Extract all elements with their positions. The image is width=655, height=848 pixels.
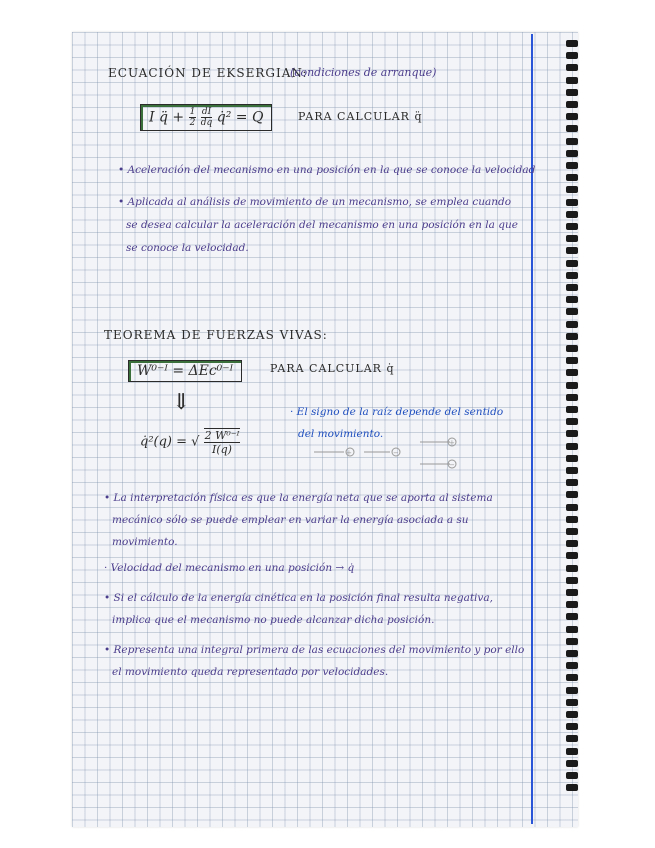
spiral-hole <box>566 150 578 157</box>
spiral-hole <box>566 186 578 193</box>
spiral-hole <box>566 211 578 218</box>
spiral-hole <box>566 284 578 291</box>
spiral-hole <box>566 687 578 694</box>
spiral-hole <box>566 443 578 450</box>
spiral-hole <box>566 382 578 389</box>
spiral-hole <box>566 638 578 645</box>
spiral-hole <box>566 540 578 547</box>
spiral-hole <box>566 772 578 779</box>
spiral-hole <box>566 357 578 364</box>
section1-subtitle: (condiciones de arranque) <box>290 66 437 79</box>
spiral-hole <box>566 333 578 340</box>
spiral-hole <box>566 613 578 620</box>
s2-bullet1-line1: • La interpretación física es que la energía neta que se aporta al sistema <box>104 492 493 504</box>
spiral-hole <box>566 601 578 608</box>
spiral-hole <box>566 345 578 352</box>
spiral-hole <box>566 174 578 181</box>
s2-bullet4-line2: el movimiento queda representado por velocidades. <box>112 666 389 678</box>
spiral-hole <box>566 52 578 59</box>
formula-right: q̇² = Q <box>216 109 264 126</box>
spiral-hole <box>566 650 578 657</box>
spiral-hole <box>566 223 578 230</box>
s2-bullet1-line3: movimiento. <box>112 536 178 548</box>
spiral-hole <box>566 162 578 169</box>
direction-sketch <box>300 432 470 472</box>
spiral-hole <box>566 308 578 315</box>
s2-bullet3-line1: • Si el cálculo de la energía cinética en la posición final resulta negativa, <box>104 592 493 604</box>
spiral-hole <box>566 784 578 791</box>
s1-bullet2-line2: se desea calcular la aceleración del mecanismo en una posición en la que <box>126 219 518 231</box>
result-left: q̇²(q) = √ <box>140 434 200 450</box>
down-arrow-icon: ⇓ <box>172 390 191 415</box>
spiral-hole <box>566 723 578 730</box>
formula-frac-dIdq: $\frac{dI}{dq}$ <box>200 107 213 128</box>
spiral-hole <box>566 321 578 328</box>
spiral-hole <box>566 235 578 242</box>
spiral-hole <box>566 394 578 401</box>
spiral-hole <box>566 89 578 96</box>
s2-bullet2: · Velocidad del mecanismo en una posición → q̇ <box>104 562 355 574</box>
spiral-hole <box>566 626 578 633</box>
result-frac: $\frac{\text{2 W⁰⁻ᴵ}}{I(q)}$ <box>204 429 240 456</box>
section1-title: ECUACIÓN DE EKSERGIAN: <box>108 66 308 80</box>
para-calcular-1: PARA CALCULAR q̈ <box>298 110 423 123</box>
spiral-hole <box>566 711 578 718</box>
sketch-label-2: − <box>393 449 399 457</box>
formula-frac-half: $\frac{1}{2}$ <box>189 107 196 128</box>
spiral-hole <box>566 748 578 755</box>
s1-bullet2-line3: se conoce la velocidad. <box>126 242 249 254</box>
spiral-hole <box>566 528 578 535</box>
spiral-hole <box>566 369 578 376</box>
margin-line <box>531 34 533 824</box>
spiral-binding <box>566 40 584 800</box>
velocity-result <box>140 428 240 456</box>
spiral-hole <box>566 504 578 511</box>
spiral-hole <box>566 699 578 706</box>
spiral-hole <box>566 662 578 669</box>
spiral-hole <box>566 199 578 206</box>
spiral-hole <box>566 479 578 486</box>
sketch-label-4: − <box>449 461 455 469</box>
spiral-hole <box>566 735 578 742</box>
spiral-hole <box>566 260 578 267</box>
s1-bullet1: • Aceleración del mecanismo en una posición en la que se conoce la velocidad <box>118 164 536 176</box>
spiral-hole <box>566 40 578 47</box>
sign-note-line1: · El signo de la raíz depende del sentido <box>290 406 504 418</box>
s2-bullet1-line2: mecánico sólo se puede emplear en variar la energía asociada a su <box>112 514 469 526</box>
spiral-hole <box>566 64 578 71</box>
eksergian-formula <box>140 104 272 131</box>
spiral-hole <box>566 101 578 108</box>
s2-bullet4-line1: • Representa una integral primera de las ecuaciones del movimiento y por ello <box>104 644 525 656</box>
spiral-hole <box>566 272 578 279</box>
sketch-label-1: + <box>346 449 352 457</box>
fuerzas-vivas-formula: W⁰⁻ᴵ = ΔEc⁰⁻ᴵ <box>128 360 242 382</box>
spiral-hole <box>566 674 578 681</box>
spiral-hole <box>566 565 578 572</box>
formula-left: I q̈ + <box>149 109 185 126</box>
spiral-hole <box>566 552 578 559</box>
spiral-hole <box>566 589 578 596</box>
spiral-hole <box>566 516 578 523</box>
spiral-hole <box>566 247 578 254</box>
spiral-hole <box>566 455 578 462</box>
s1-bullet2-line1: • Aplicada al análisis de movimiento de un mecanismo, se emplea cuando <box>118 196 512 208</box>
spiral-hole <box>566 113 578 120</box>
spiral-hole <box>566 406 578 413</box>
spiral-hole <box>566 577 578 584</box>
spiral-hole <box>566 296 578 303</box>
spiral-hole <box>566 467 578 474</box>
spiral-hole <box>566 760 578 767</box>
section2-title: TEOREMA DE FUERZAS VIVAS: <box>104 328 328 342</box>
s2-bullet3-line2: implica que el mecanismo no puede alcanzar dicha posición. <box>112 614 435 626</box>
para-calcular-2: PARA CALCULAR q̇ <box>270 362 395 375</box>
spiral-hole <box>566 418 578 425</box>
sketch-label-3: + <box>449 439 455 447</box>
spiral-hole <box>566 77 578 84</box>
spiral-hole <box>566 138 578 145</box>
spiral-hole <box>566 491 578 498</box>
spiral-hole <box>566 430 578 437</box>
spiral-hole <box>566 125 578 132</box>
sign-note-line2: del movimiento. <box>298 428 384 440</box>
